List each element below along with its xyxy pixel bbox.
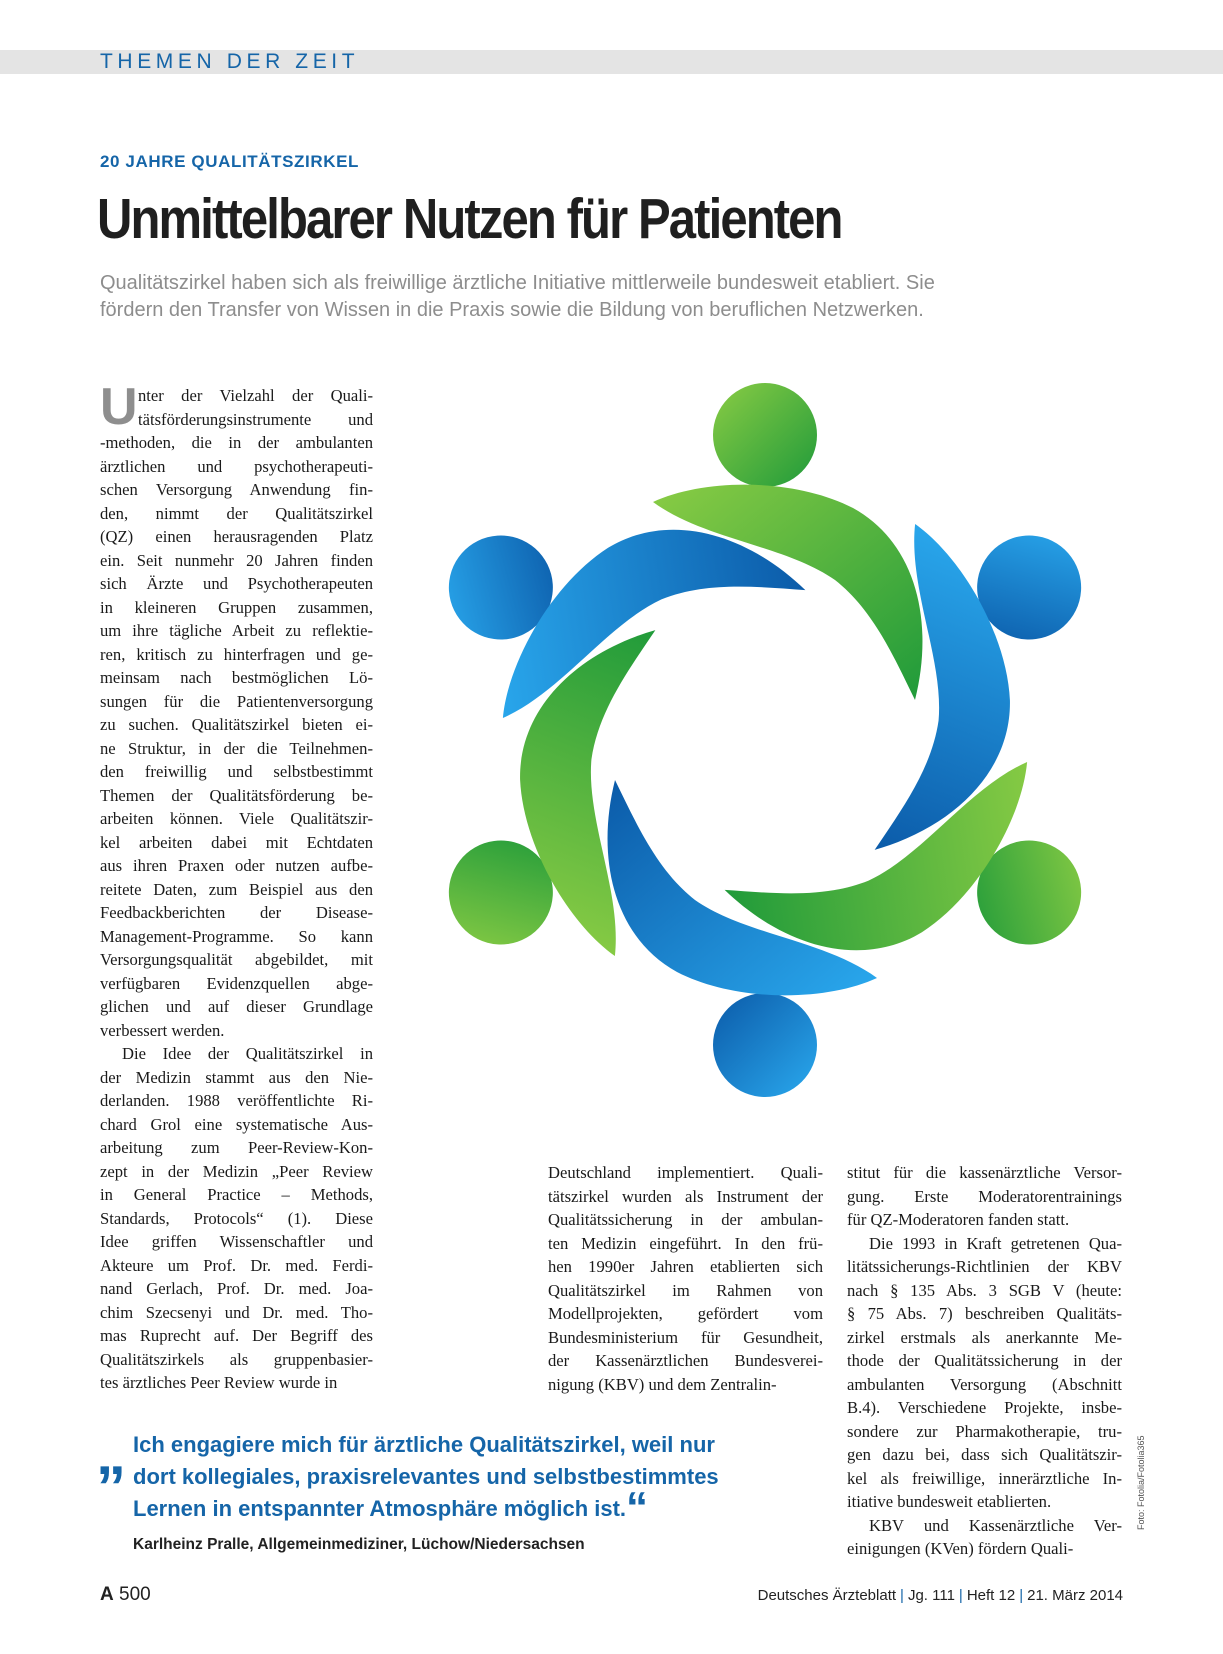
body-line: stitut für die kassenärztliche Versor- xyxy=(847,1163,1122,1182)
quote-source: Karlheinz Pralle, Allgemeinmediziner, Lüchow/Niedersachsen xyxy=(133,1536,585,1553)
footer-separator: | xyxy=(958,1587,963,1604)
page-prefix: A xyxy=(100,1584,114,1605)
body-line: Bundesministerium für Gesundheit, xyxy=(548,1327,823,1347)
body-line: mas Ruprecht auf. Der Begriff des xyxy=(100,1326,373,1345)
body-line: sondere zur Pharmakotherapie, tru- xyxy=(847,1421,1122,1441)
journal-date: 21. März 2014 xyxy=(1027,1587,1123,1604)
body-line: nach § 135 Abs. 3 SGB V (heute: xyxy=(847,1280,1122,1300)
footer-separator: | xyxy=(900,1587,904,1604)
body-line: schen Versorgung Anwendung fin- xyxy=(100,480,373,499)
body-line: Deutschland implementiert. Quali- xyxy=(548,1163,823,1182)
body-line: den freiwillig und selbstbestimmt xyxy=(100,762,373,781)
body-column-3 xyxy=(847,1161,1122,1561)
page-number xyxy=(100,1584,151,1606)
body-line: arbeitung zum Peer-Review-Kon- xyxy=(100,1138,373,1157)
body-line: für QZ-Moderatoren fanden statt. xyxy=(847,1210,1070,1229)
body-line: ambulanten Versorgung (Abschnitt xyxy=(847,1374,1122,1394)
body-line: zept in der Medizin „Peer Review xyxy=(100,1161,373,1181)
quote-line: dort kollegiales, praxisrelevantes und selbstbestimmtes xyxy=(133,1464,719,1489)
photo-credit: Foto: Fotolia/Fotolia365 xyxy=(1136,1435,1146,1530)
body-line: Qualitätssicherung in der ambulan- xyxy=(548,1210,823,1229)
body-line: Versorgungsqualität abgebildet, mit xyxy=(100,950,373,969)
body-line: tätsförderungsinstrumente und xyxy=(138,409,373,429)
body-line: Standards, Protocols“ (1). Diese xyxy=(100,1208,373,1228)
body-line: (QZ) einen herausragenden Platz xyxy=(100,527,373,546)
teamwork-circle-illustration xyxy=(440,380,1090,1100)
body-line: Die Idee der Qualitätszirkel in xyxy=(122,1044,373,1063)
body-line: kel arbeiten dabei mit Echtdaten xyxy=(100,832,373,852)
journal-issue: Heft 12 xyxy=(966,1587,1016,1604)
section-label: THEMEN DER ZEIT xyxy=(100,50,360,73)
body-line: einigungen (KVen) fördern Quali- xyxy=(847,1539,1074,1558)
body-line: zu suchen. Qualitätszirkel bieten ei- xyxy=(100,715,373,734)
quote-line-text: Lernen in entspannter Atmosphäre möglich ist. xyxy=(133,1496,627,1521)
body-line: thode der Qualitätssicherung in der xyxy=(847,1351,1122,1370)
body-line: in kleineren Gruppen zusammen, xyxy=(100,597,373,617)
body-line: Modellprojekten, gefördert vom xyxy=(548,1304,823,1323)
article-lead xyxy=(100,270,1180,324)
body-line: B.4). Verschiedene Projekte, insbe- xyxy=(847,1398,1122,1417)
quote-close-mark: “ xyxy=(626,1483,649,1532)
body-line: Themen der Qualitätsförderung be- xyxy=(100,785,373,805)
body-line: meinsam nach bestmöglichen Lö- xyxy=(100,668,373,687)
body-line: nigung (KBV) und dem Zentralin- xyxy=(548,1374,777,1394)
body-line: sungen für die Patientenversorgung xyxy=(100,691,373,711)
body-line: reitete Daten, zum Beispiel aus den xyxy=(100,879,373,899)
body-line: hen 1990er Jahren etablierten sich xyxy=(548,1257,823,1276)
body-line: arbeiten können. Viele Qualitätszir- xyxy=(100,809,373,828)
body-line: kel als freiwillige, innerärztliche In- xyxy=(847,1468,1122,1488)
drop-cap: U xyxy=(100,378,138,436)
body-column-1 xyxy=(100,378,373,1395)
body-line: tes ärztliches Peer Review wurde in xyxy=(100,1373,338,1392)
footer-separator: | xyxy=(1019,1587,1024,1604)
body-line: -methoden, die in der ambulanten xyxy=(100,433,373,452)
body-line: aus ihren Praxen oder nutzen aufbe- xyxy=(100,856,373,875)
body-line: itiative bundesweit etablierten. xyxy=(847,1492,1052,1511)
body-line: chim Szecsenyi und Dr. med. Tho- xyxy=(100,1302,373,1322)
article-headline: Unmittelbarer Nutzen für Patienten xyxy=(97,187,842,251)
body-column-2 xyxy=(548,1161,823,1396)
body-line: derlanden. 1988 veröffentlichte Ri- xyxy=(100,1091,373,1110)
body-line: ne Struktur, in der die Teilnehmen- xyxy=(100,738,373,758)
body-line: litätssicherungs-Richtlinien der KBV xyxy=(847,1257,1122,1276)
page-number-value: 500 xyxy=(119,1584,151,1605)
body-line: § 75 Abs. 7) beschreiben Qualitäts- xyxy=(847,1304,1122,1323)
body-line: sich Ärzte und Psychotherapeuten xyxy=(100,574,373,593)
body-line: Die 1993 in Kraft getretenen Qua- xyxy=(869,1233,1122,1253)
body-line: Feedbackberichten der Disease- xyxy=(100,903,373,922)
body-line: nter der Vielzahl der Quali- xyxy=(138,386,373,405)
pull-quote xyxy=(133,1429,813,1532)
body-line: ärztlichen und psychotherapeuti- xyxy=(100,456,373,476)
body-line: gung. Erste Moderatorentrainings xyxy=(847,1186,1122,1206)
body-line: in General Practice – Methods, xyxy=(100,1185,373,1204)
article-kicker: 20 JAHRE QUALITÄTSZIRKEL xyxy=(100,152,360,171)
body-line: verfügbaren Evidenzquellen abge- xyxy=(100,973,373,993)
body-line: den, nimmt der Qualitätszirkel xyxy=(100,503,373,523)
body-line: nand Gerlach, Prof. Dr. med. Joa- xyxy=(100,1279,373,1298)
quote-line: Ich engagiere mich für ärztliche Qualitätszirkel, weil nur xyxy=(133,1432,715,1457)
body-line: gen dazu bei, dass sich Qualitätszir- xyxy=(847,1445,1122,1464)
body-line: chard Grol eine systematische Aus- xyxy=(100,1114,373,1134)
body-line: Akteure um Prof. Dr. med. Ferdi- xyxy=(100,1255,373,1275)
journal-footer xyxy=(758,1587,1123,1604)
body-line: glichen und auf dieser Grundlage xyxy=(100,997,373,1016)
body-line: tätszirkel wurden als Instrument der xyxy=(548,1186,823,1206)
body-line: KBV und Kassenärztliche Ver- xyxy=(869,1515,1122,1535)
quote-line-last xyxy=(133,1483,813,1532)
body-line: ren, kritisch zu hinterfragen und ge- xyxy=(100,644,373,664)
lead-line: fördern den Transfer von Wissen in die Praxis sowie die Bildung von beruflichen Netzwerken. xyxy=(100,299,924,321)
body-line: der Kassenärztlichen Bundesverei- xyxy=(548,1351,823,1370)
lead-line: Qualitätszirkel haben sich als freiwillige ärztliche Initiative mittlerweile bundesweit etabliert. Sie xyxy=(100,272,935,294)
body-line: der Medizin stammt aus den Nie- xyxy=(100,1067,373,1087)
body-line: Management-Programme. So kann xyxy=(100,926,373,946)
body-line: um ihre tägliche Arbeit zu reflektie- xyxy=(100,621,373,640)
body-line: ein. Seit nunmehr 20 Jahren finden xyxy=(100,550,373,570)
body-line: Qualitätszirkels als gruppenbasier- xyxy=(100,1349,373,1369)
journal-volume: Jg. 111 xyxy=(907,1587,955,1604)
body-line: verbessert werden. xyxy=(100,1020,225,1040)
body-line: Idee griffen Wissenschaftler und xyxy=(100,1232,373,1251)
body-line: Qualitätszirkel im Rahmen von xyxy=(548,1280,823,1300)
body-line: ten Medizin eingeführt. In den frü- xyxy=(548,1233,823,1253)
quote-open-mark: „ xyxy=(96,1420,126,1487)
journal-name: Deutsches Ärzteblatt xyxy=(757,1587,897,1604)
body-line: zirkel erstmals als anerkannte Me- xyxy=(847,1327,1122,1347)
